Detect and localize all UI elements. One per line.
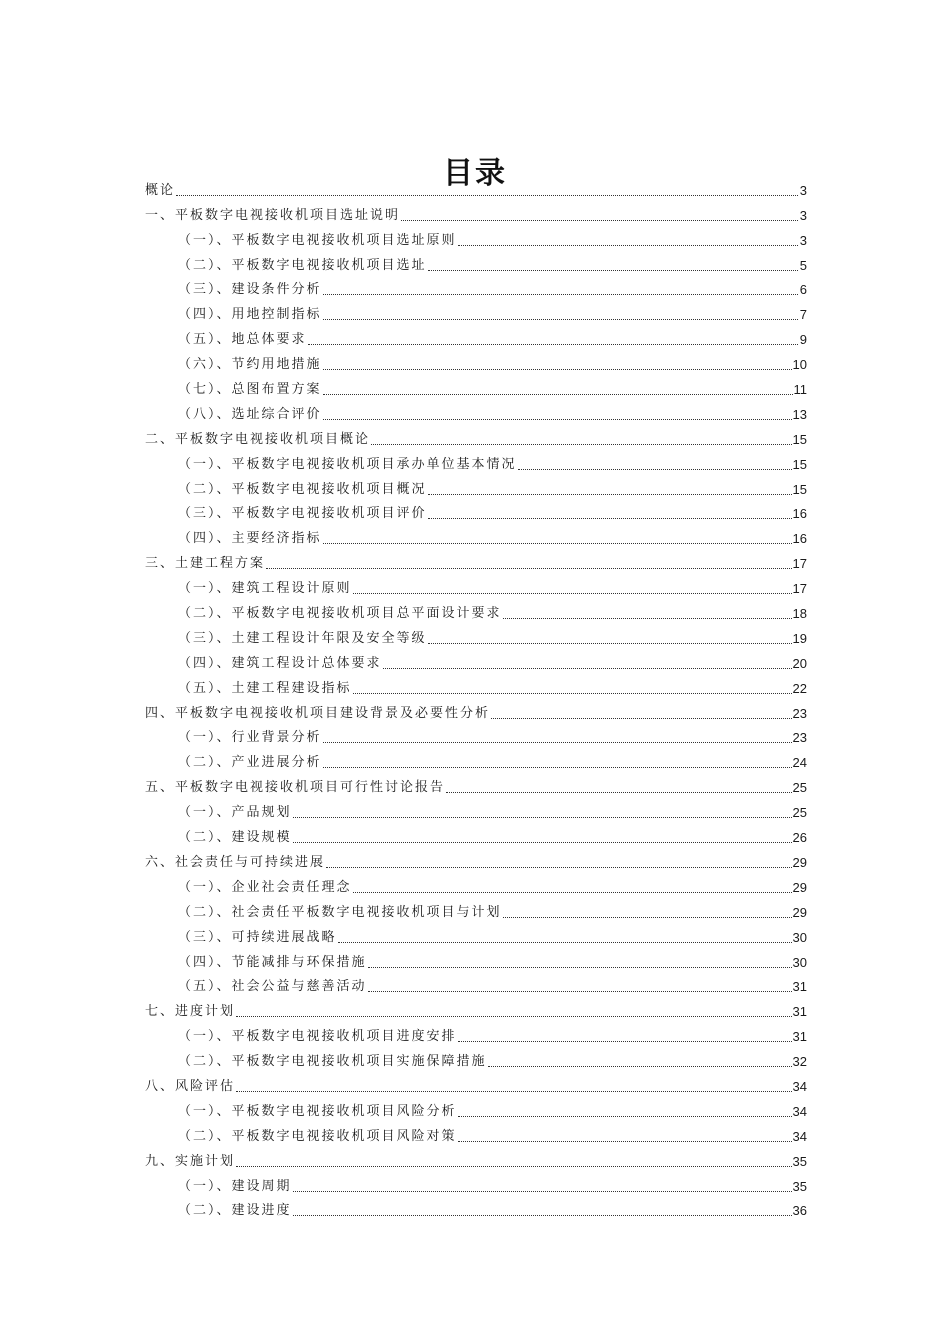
toc-entry-page-number: 11 <box>793 382 807 398</box>
toc-entry[interactable] <box>145 298 807 323</box>
toc-entry-label: （一）、行业背景分析 <box>178 730 322 746</box>
toc-entry-page-number: 22 <box>792 680 807 696</box>
toc-entry[interactable] <box>145 846 807 871</box>
dot-leader <box>323 418 792 420</box>
toc-entry[interactable] <box>145 1120 807 1145</box>
toc-entry-page-number: 34 <box>792 1128 807 1144</box>
dot-leader <box>293 816 792 818</box>
dot-leader <box>353 592 792 594</box>
toc-entry[interactable] <box>145 348 807 373</box>
toc-entry-page-number: 7 <box>799 307 807 323</box>
dot-leader <box>368 966 792 968</box>
toc-entry-page-number: 17 <box>792 581 807 597</box>
toc-entry[interactable] <box>145 448 807 473</box>
toc-entry[interactable] <box>145 174 807 199</box>
toc-entry-label: （六）、节约用地措施 <box>178 357 322 373</box>
toc-entry-label: （一）、平板数字电视接收机项目承办单位基本情况 <box>178 456 517 472</box>
toc-entry-label: 三、土建工程方案 <box>145 556 266 572</box>
toc-entry-label: （二）、平板数字电视接收机项目实施保障措施 <box>178 1054 487 1070</box>
toc-entry-label: （三）、土建工程设计年限及安全等级 <box>178 630 427 646</box>
toc-entry-page-number: 20 <box>792 655 807 671</box>
toc-entry[interactable] <box>145 323 807 348</box>
toc-entry[interactable] <box>145 771 807 796</box>
toc-entry-page-number: 31 <box>792 1029 807 1045</box>
toc-entry-page-number: 19 <box>792 630 807 646</box>
dot-leader <box>236 1015 792 1017</box>
toc-entry-label: 九、实施计划 <box>145 1153 236 1169</box>
toc-entry-label: （三）、建设条件分析 <box>178 282 322 298</box>
dot-leader <box>503 617 792 619</box>
toc-entry[interactable] <box>145 821 807 846</box>
dot-leader <box>323 368 792 370</box>
toc-entry-label: （二）、社会责任平板数字电视接收机项目与计划 <box>178 904 502 920</box>
toc-entry[interactable] <box>145 921 807 946</box>
toc-entry-page-number: 6 <box>799 282 807 298</box>
toc-entry[interactable] <box>145 249 807 274</box>
toc-entry-page-number: 24 <box>792 755 807 771</box>
toc-entry-label: （一）、建设周期 <box>178 1178 292 1194</box>
toc-entry-page-number: 25 <box>792 780 807 796</box>
dot-leader <box>323 393 793 395</box>
toc-entry[interactable] <box>145 572 807 597</box>
toc-entry-page-number: 30 <box>792 929 807 945</box>
toc-entry-page-number: 32 <box>792 1054 807 1070</box>
toc-entry-page-number: 29 <box>792 854 807 870</box>
toc-entry-label: （二）、平板数字电视接收机项目总平面设计要求 <box>178 606 502 622</box>
toc-entry-page-number: 15 <box>792 481 807 497</box>
toc-entry-page-number: 18 <box>792 606 807 622</box>
toc-entry-page-number: 31 <box>792 1004 807 1020</box>
toc-entry-page-number: 3 <box>799 232 807 248</box>
toc-entry-label: （四）、用地控制指标 <box>178 307 322 323</box>
toc-entry-label: （二）、产业进展分析 <box>178 755 322 771</box>
toc-entry-label: （五）、地总体要求 <box>178 332 307 348</box>
toc-entry-page-number: 29 <box>792 904 807 920</box>
dot-leader <box>293 1214 792 1216</box>
toc-entry[interactable] <box>145 647 807 672</box>
dot-leader <box>446 791 792 793</box>
toc-entry-label: 六、社会责任与可持续进展 <box>145 854 326 870</box>
toc-entry-page-number: 35 <box>792 1153 807 1169</box>
toc-entry[interactable] <box>145 722 807 747</box>
dot-leader <box>428 269 798 271</box>
toc-entry[interactable] <box>145 746 807 771</box>
dot-leader <box>428 517 792 519</box>
toc-entry[interactable] <box>145 597 807 622</box>
toc-entry-page-number: 3 <box>799 182 807 198</box>
toc-entry-page-number: 25 <box>792 805 807 821</box>
toc-entry-label: （八）、选址综合评价 <box>178 406 322 422</box>
toc-entry-label: （七）、总图布置方案 <box>178 382 322 398</box>
dot-leader <box>458 244 798 246</box>
toc-entry-label: （一）、企业社会责任理念 <box>178 879 352 895</box>
toc-entry[interactable] <box>145 473 807 498</box>
toc-entry-label: （四）、建筑工程设计总体要求 <box>178 655 382 671</box>
dot-leader <box>458 1140 792 1142</box>
toc-entry-page-number: 16 <box>792 531 807 547</box>
toc-entry[interactable] <box>145 547 807 572</box>
dot-leader <box>266 567 792 569</box>
toc-entry-label: （一）、平板数字电视接收机项目选址原则 <box>178 232 457 248</box>
toc-entry-label: 五、平板数字电视接收机项目可行性讨论报告 <box>145 780 446 796</box>
dot-leader <box>371 443 792 445</box>
toc-entry-label: 二、平板数字电视接收机项目概论 <box>145 431 371 447</box>
toc-entry-label: （五）、社会公益与慈善活动 <box>178 979 367 995</box>
toc-entry-page-number: 35 <box>792 1178 807 1194</box>
toc-entry-label: （一）、产品规划 <box>178 805 292 821</box>
toc-entry[interactable] <box>145 498 807 523</box>
dot-leader <box>518 468 792 470</box>
toc-entry-label: 概论 <box>145 182 176 198</box>
toc-entry[interactable] <box>145 423 807 448</box>
toc-entry[interactable] <box>145 1020 807 1045</box>
toc-entry[interactable] <box>145 622 807 647</box>
toc-list <box>145 174 807 1219</box>
toc-entry-page-number: 15 <box>792 431 807 447</box>
dot-leader <box>323 293 798 295</box>
dot-leader <box>401 219 798 221</box>
dot-leader <box>326 866 792 868</box>
toc-entry-label: （一）、平板数字电视接收机项目风险分析 <box>178 1103 457 1119</box>
dot-leader <box>323 741 792 743</box>
dot-leader <box>491 717 792 719</box>
toc-entry[interactable] <box>145 672 807 697</box>
toc-entry-label: （一）、建筑工程设计原则 <box>178 581 352 597</box>
dot-leader <box>338 941 792 943</box>
toc-entry-page-number: 31 <box>792 979 807 995</box>
dot-leader <box>323 542 792 544</box>
toc-entry-page-number: 17 <box>792 556 807 572</box>
dot-leader <box>383 667 792 669</box>
toc-entry-page-number: 36 <box>792 1203 807 1219</box>
toc-title: 目录 <box>443 156 507 192</box>
dot-leader <box>236 1165 792 1167</box>
dot-leader <box>353 692 792 694</box>
toc-entry-label: （二）、平板数字电视接收机项目选址 <box>178 257 427 273</box>
toc-entry-page-number: 29 <box>792 879 807 895</box>
toc-entry[interactable] <box>145 398 807 423</box>
dot-leader <box>428 493 792 495</box>
toc-entry-label: （一）、平板数字电视接收机项目进度安排 <box>178 1029 457 1045</box>
toc-entry-label: （二）、建设进度 <box>178 1203 292 1219</box>
toc-entry[interactable] <box>145 1070 807 1095</box>
dot-leader <box>428 642 792 644</box>
toc-entry[interactable] <box>145 1145 807 1170</box>
dot-leader <box>503 916 792 918</box>
toc-entry-page-number: 34 <box>792 1103 807 1119</box>
toc-entry-label: 七、进度计划 <box>145 1004 236 1020</box>
dot-leader <box>368 990 792 992</box>
toc-entry-label: 四、平板数字电视接收机项目建设背景及必要性分析 <box>145 705 491 721</box>
toc-entry-page-number: 16 <box>792 506 807 522</box>
dot-leader <box>293 841 792 843</box>
toc-entry-label: （二）、平板数字电视接收机项目概况 <box>178 481 427 497</box>
toc-entry[interactable] <box>145 871 807 896</box>
toc-entry-page-number: 23 <box>792 705 807 721</box>
toc-entry-page-number: 26 <box>792 830 807 846</box>
toc-entry[interactable] <box>145 796 807 821</box>
toc-entry-label: （四）、主要经济指标 <box>178 531 322 547</box>
toc-entry[interactable] <box>145 1170 807 1195</box>
toc-entry-label: （五）、土建工程建设指标 <box>178 680 352 696</box>
toc-entry[interactable] <box>145 373 807 398</box>
toc-entry-label: （三）、平板数字电视接收机项目评价 <box>178 506 427 522</box>
toc-entry-page-number: 34 <box>792 1078 807 1094</box>
dot-leader <box>323 766 792 768</box>
dot-leader <box>488 1065 792 1067</box>
toc-entry-page-number: 9 <box>799 332 807 348</box>
toc-entry-page-number: 5 <box>799 257 807 273</box>
toc-entry[interactable] <box>145 1045 807 1070</box>
toc-entry-label: （二）、建设规模 <box>178 830 292 846</box>
dot-leader <box>458 1115 792 1117</box>
toc-entry[interactable] <box>145 199 807 224</box>
dot-leader <box>236 1090 792 1092</box>
toc-entry-page-number: 13 <box>792 406 807 422</box>
toc-entry[interactable] <box>145 1195 807 1220</box>
toc-entry[interactable] <box>145 522 807 547</box>
dot-leader <box>293 1190 792 1192</box>
toc-entry-label: （二）、平板数字电视接收机项目风险对策 <box>178 1128 457 1144</box>
toc-entry[interactable] <box>145 946 807 971</box>
toc-entry-label: （四）、节能减排与环保措施 <box>178 954 367 970</box>
toc-entry-page-number: 30 <box>792 954 807 970</box>
toc-entry[interactable] <box>145 274 807 299</box>
toc-entry[interactable] <box>145 896 807 921</box>
toc-entry-page-number: 15 <box>792 456 807 472</box>
dot-leader <box>308 343 798 345</box>
toc-entry-page-number: 3 <box>799 207 807 223</box>
toc-entry[interactable] <box>145 1095 807 1120</box>
dot-leader <box>323 318 798 320</box>
toc-entry-page-number: 23 <box>792 730 807 746</box>
dot-leader <box>353 891 792 893</box>
toc-entry[interactable] <box>145 697 807 722</box>
toc-entry[interactable] <box>145 971 807 996</box>
dot-leader <box>458 1040 792 1042</box>
toc-entry-label: （三）、可持续进展战略 <box>178 929 337 945</box>
toc-entry-label: 八、风险评估 <box>145 1078 236 1094</box>
toc-entry[interactable] <box>145 995 807 1020</box>
toc-entry-page-number: 10 <box>792 357 807 373</box>
toc-entry-label: 一、平板数字电视接收机项目选址说明 <box>145 207 401 223</box>
toc-entry[interactable] <box>145 224 807 249</box>
dot-leader <box>176 194 798 196</box>
